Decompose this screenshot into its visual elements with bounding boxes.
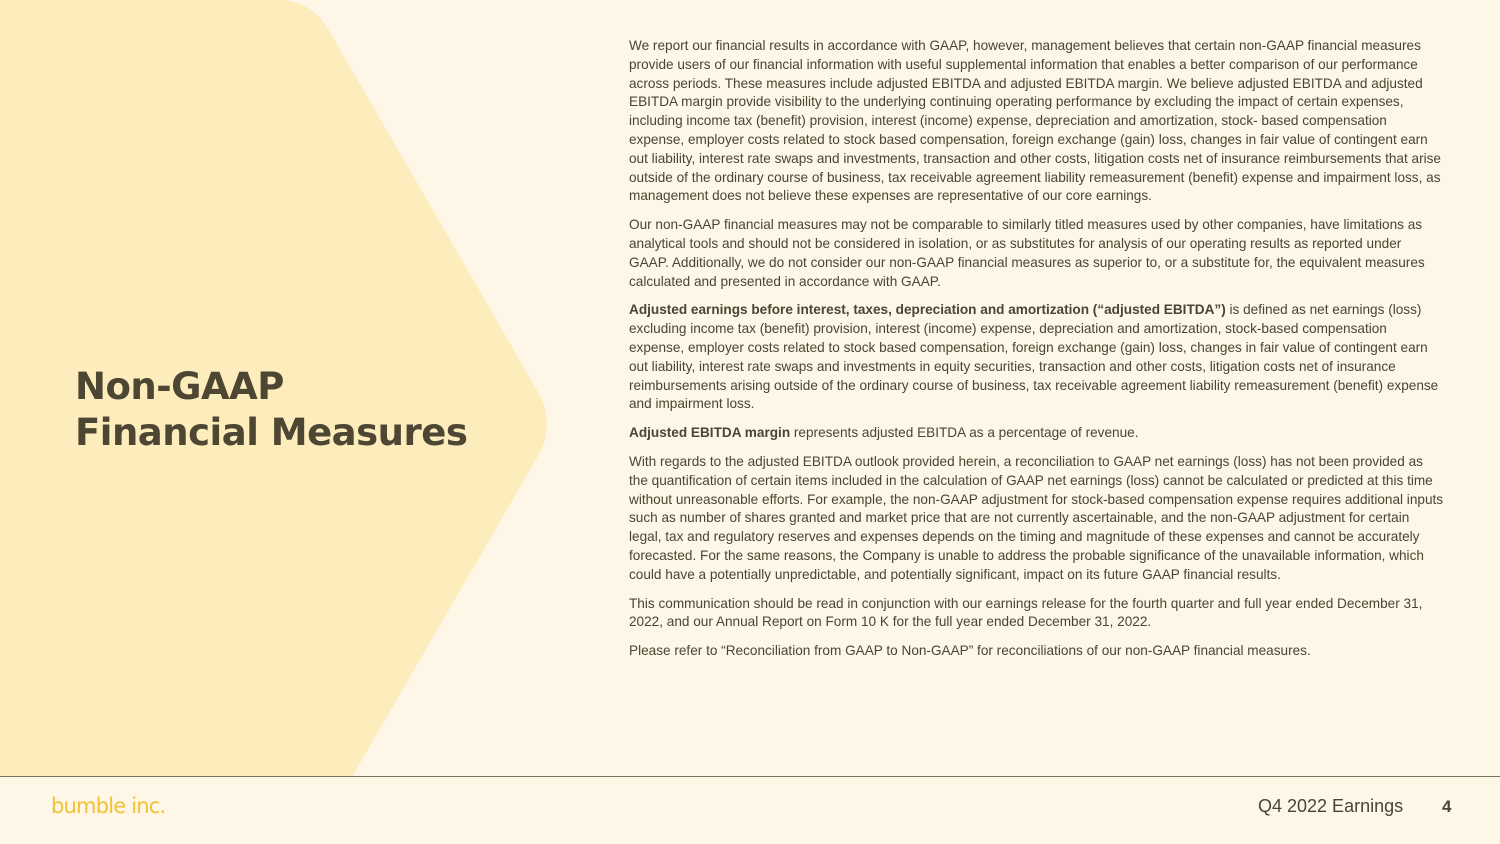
page-title [75,364,467,456]
paragraph-adjusted-ebitda [629,301,1444,414]
paragraph-conjunction: This communication should be read in conjunction with our earnings release for the fourth quarter and full year ended December 31, 2022, and our Annual Report on Form 10 K for the full year ended December 31, 2022. [629,595,1423,630]
paragraph-intro: We report our financial results in accordance with GAAP, however, management believes that certain non-GAAP financial measures provide users of our financial information with useful supplemental information that enables a better comparison of our performance across periods. These measures include adjusted EBITDA and adjusted EBITDA margin. We believe adjusted EBITDA and adjusted EBITDA margin provide visibility to the underlying continuing operating performance by excluding the impact of certain expenses, including income tax (benefit) provision, interest (income) expense, depreciation and amortization, stock- based compensation expense, employer costs related to stock based compensation, foreign exchange (gain) loss, changes in fair value of contingent earn out liability, interest rate swaps and investments, transaction and other costs, litigation costs net of insurance reimbursements that arise outside of the ordinary course of business, tax receivable agreement liability remeasurement (benefit) expense and impairment loss, as management does not believe these expenses are representative of our core earnings. [629,38,1441,204]
paragraph-reconciliation-ref: Please refer to “Reconciliation from GAAP to Non-GAAP” for reconciliations of our non-GAAP financial measures. [629,643,1311,659]
paragraph-ebitda-margin [629,424,1444,443]
paragraph-comparability: Our non-GAAP financial measures may not be comparable to similarly titled measures used by other companies, have limitations as analytical tools and should not be considered in isolation, or as substitutes for analysis of our operating results as reported under GAAP. Additionally, we do not consider our non-GAAP financial measures as superior to, or a substitute for, the equivalent measures calculated and presented in accordance with GAAP. [629,217,1425,289]
page-number: 4 [1442,797,1452,816]
bumble-logo: bumble inc. [51,794,166,818]
term-ebitda-margin: Adjusted EBITDA margin [629,425,791,441]
title-line-1: Non-GAAP [75,365,284,408]
definition-adjusted-ebitda: is defined as net earnings (loss) excluding income tax (benefit) provision, interest (income) expense, depreciation and amortization, stock-based compensation expense, employer costs related to stock based compensation, foreign exchange (gain) loss, changes in fair value of contingent earn out liability, interest rate swaps and investments in equity securities, transaction and other costs, litigation costs net of insurance reimbursements arising outside of the ordinary course of business, tax receivable agreement liability remeasurement (benefit) expense and impairment loss. [629,302,1439,412]
title-line-2: Financial Measures [75,411,468,454]
footer-divider [0,776,1500,777]
body-text [629,37,1444,671]
footer-label: Q4 2022 Earnings [1258,796,1404,816]
definition-ebitda-margin: represents adjusted EBITDA as a percentage of revenue. [790,425,1139,441]
paragraph-outlook: With regards to the adjusted EBITDA outlook provided herein, a reconciliation to GAAP net earnings (loss) has not been provided as the quantification of certain items included in the calculation of GAAP net earnings (loss) cannot be calculated or predicted at this time without unreasonable efforts. For example, the non-GAAP adjustment for stock-based compensation expense requires additional inputs such as number of shares granted and market price that are not currently ascertainable, and the non-GAAP adjustment for certain legal, tax and regulatory reserves and expenses depends on the timing and magnitude of these expenses and cannot be accurately forecasted. For the same reasons, the Company is unable to address the probable significance of the unavailable information, which could have a potentially unpredictable, and potentially significant, impact on its future GAAP financial results. [629,453,1444,582]
term-adjusted-ebitda: Adjusted earnings before interest, taxes, depreciation and amortization (“adjusted EBITDA”) [629,302,1226,318]
